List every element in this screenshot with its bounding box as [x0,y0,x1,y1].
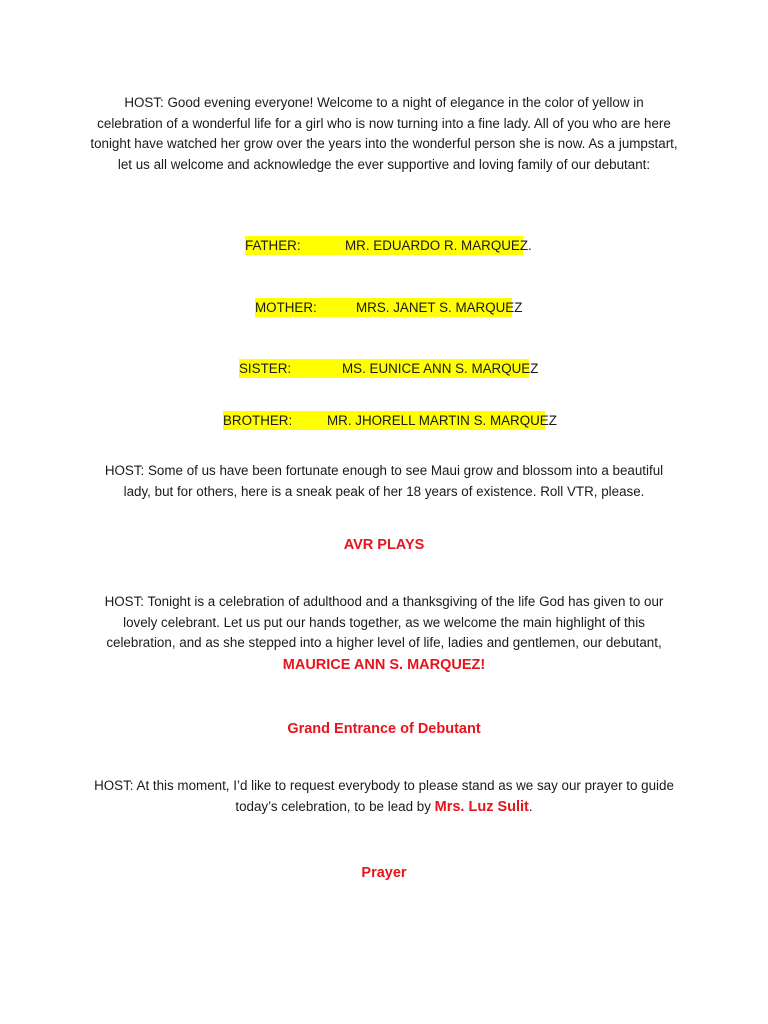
family-brother-line [223,411,557,430]
prayer-intro-text: HOST: At this moment, I’d like to request everybody to please stand as we say our prayer to guide today’s celebration, to be lead by [94,778,674,814]
father-role: FATHER: [245,238,301,253]
sister-role: SISTER: [239,361,292,376]
father-name: MR. EDUARDO R. MARQUEZ. [345,238,532,253]
mother-role: MOTHER: [255,300,317,315]
avr-plays-heading: AVR PLAYS [343,537,425,553]
prayer-paragraph [90,776,678,817]
brother-name: MR. JHORELL MARTIN S. MARQUEZ [327,413,557,428]
adulthood-paragraph: HOST: Tonight is a celebration of adulthood and a thanksgiving of the life God has given to our lovely celebrant. Let us put our hands together, as we welcome the main highlight of this celebration, and as she stepped into a higher level of life, ladies and gentlemen, our debutant, [104,594,664,650]
intro-paragraph: HOST: Good evening everyone! Welcome to a night of elegance in the color of yellow in celebration of a wonderful life for a girl who is now turning into a fine lady. All of you who are here tonight have watched her grow over the years into the wonderful person she is now. As a jumpstart, let us all welcome and acknowledge the ever supportive and loving family of our debutant: [90,95,678,172]
family-sister-line [239,359,539,378]
prayer-heading: Prayer [361,865,407,881]
grand-entrance-heading: Grand Entrance of Debutant [287,721,481,737]
prayer-leader-name: Mrs. Luz Sulit [434,798,529,815]
sister-name: MS. EUNICE ANN S. MARQUEZ [342,361,539,376]
vtr-paragraph: HOST: Some of us have been fortunate enough to see Maui grow and blossom into a beautiful lady, but for others, here is a sneak peak of her 18 years of existence. Roll VTR, please. [104,463,664,499]
family-mother-line [255,298,523,317]
mother-name: MRS. JANET S. MARQUEZ [356,300,523,315]
brother-role: BROTHER: [223,413,293,428]
debutant-name: MAURICE ANN S. MARQUEZ! [282,657,486,673]
prayer-end-period: . [528,798,533,814]
family-father-line [245,236,532,255]
